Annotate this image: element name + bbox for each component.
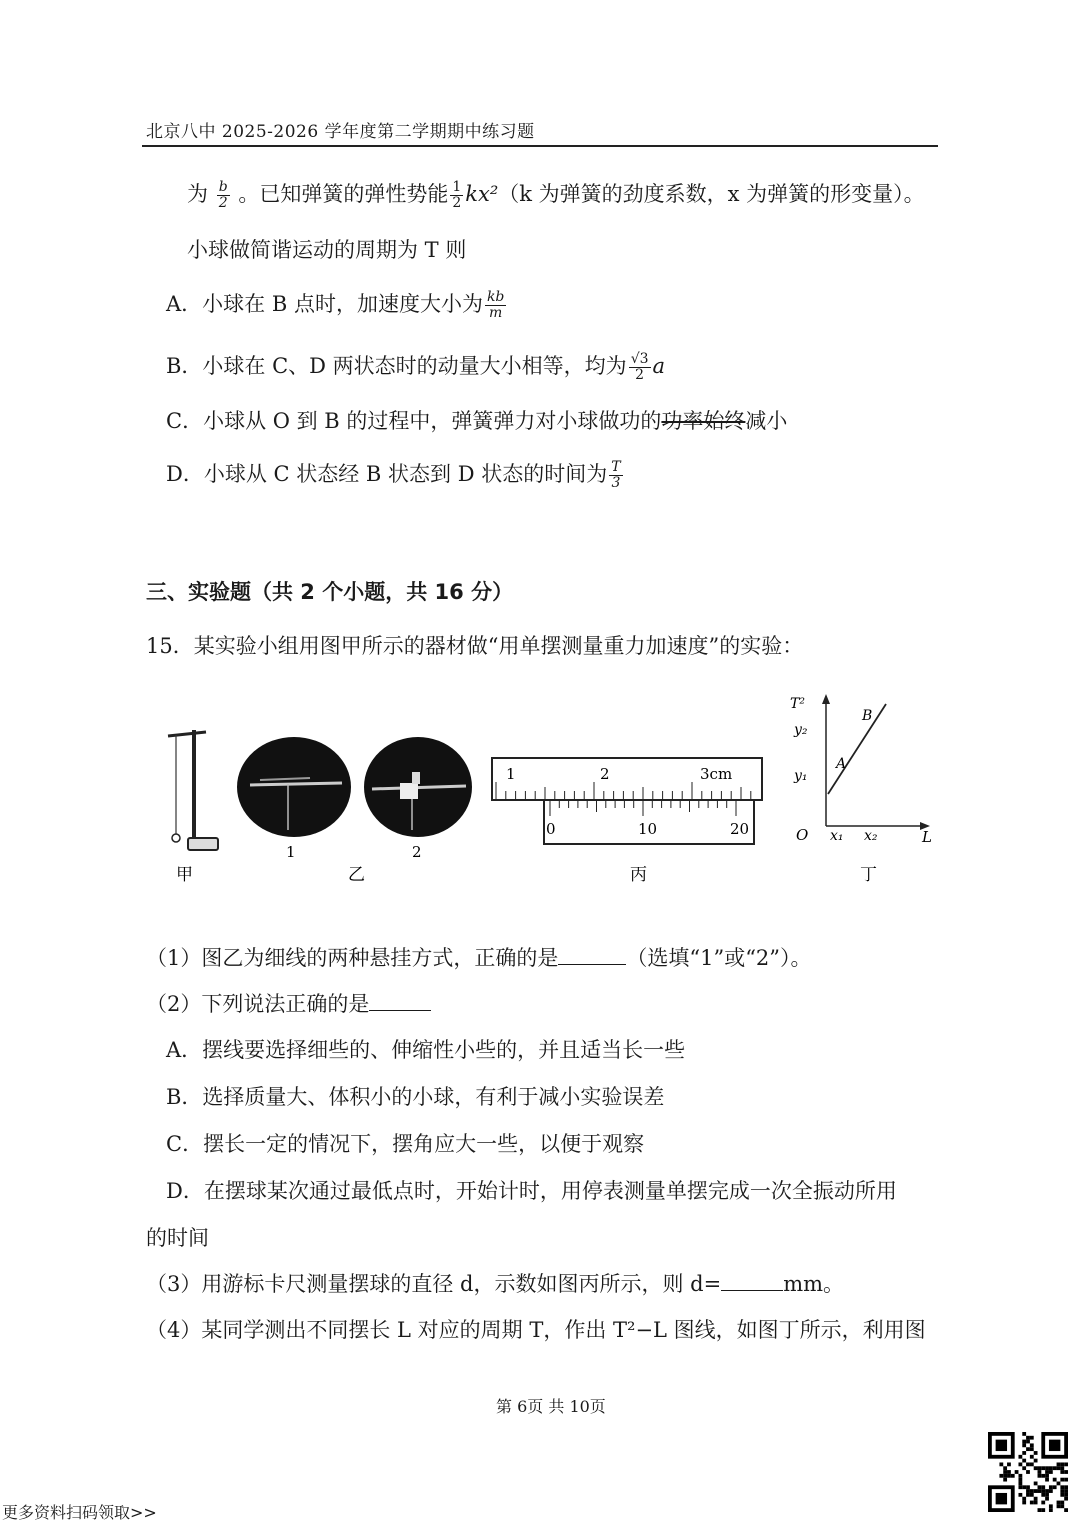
q14-line2: 小球做简谐运动的周期为 T 则 [187, 238, 467, 262]
q14-l1-mid: 。已知弹簧的弹性势能 [238, 182, 449, 206]
graph-point-b: B [862, 708, 873, 724]
answer-blank-2[interactable] [369, 992, 431, 1011]
q15-part3: （3）用游标卡尺测量摆球的直径 d，示数如图丙所示，则 d= mm。 [146, 1272, 845, 1296]
q14-option-b: B．小球在 C、D 两状态时的动量大小相等，均为 $\frac{√3}{2}$ a [166, 351, 666, 383]
frac-kb-over-m: $\frac{kb}{m}$ [486, 289, 505, 321]
experiment-figures [150, 690, 950, 900]
t-squared-vs-l-graph [790, 694, 932, 885]
vernier-label-20: 20 [730, 820, 750, 838]
struck-text: 功率始终 [661, 409, 746, 433]
graph-y-axis-label: T² [790, 696, 805, 712]
graph-y1-label: y₁ [794, 768, 808, 784]
q15-part1: （1）图乙为细线的两种悬挂方式，正确的是 （选填“1”或“2”）。 [146, 946, 812, 970]
q14-line1 [187, 178, 925, 211]
q14-l1-pre: 为 [187, 182, 208, 206]
main-tick-label-3cm: 3cm [700, 765, 733, 783]
q15-stem: 15．某实验小组用图甲所示的器材做“用单摆测量重力加速度”的实验： [146, 634, 804, 658]
fig-label-ding: 丁 [860, 865, 877, 885]
suspension-photos-figure [237, 737, 472, 885]
graph-point-a: A [836, 756, 847, 772]
q15-part4: （4）某同学测出不同摆长 L 对应的周期 T，作出 T²−L 图线，如图丁所示，利用图 [146, 1318, 926, 1342]
q15-part2-option-d: D．在摆球某次通过最低点时，开始计时，用停表测量单摆完成一次全振动所用 [166, 1179, 897, 1203]
vernier-label-0: 0 [546, 820, 556, 838]
q15-part2: （2）下列说法正确的是 [146, 988, 431, 1018]
main-tick-label-2: 2 [600, 765, 610, 783]
q14-option-d: D．小球从 C 状态经 B 状态到 D 状态的时间为 $\frac{T}{3}$ [166, 459, 621, 491]
q14-l1-post: （k 为弹簧的劲度系数，x 为弹簧的形变量）。 [498, 182, 925, 206]
graph-x2-label: x₂ [864, 828, 878, 844]
q14-option-a: A．小球在 B 点时，加速度大小为 $\frac{kb}{m}$ [166, 289, 505, 321]
graph-x-axis-label: L [922, 828, 932, 846]
answer-blank-3[interactable] [721, 1272, 783, 1291]
fig-label-yi-2: 2 [412, 843, 422, 861]
fig-label-bing: 丙 [630, 865, 647, 885]
energy-expression: kx² [465, 182, 499, 206]
q14-option-c: C．小球从 O 到 B 的过程中，弹簧弹力对小球做功的功率始终减小 [166, 409, 788, 433]
q15-part2-option-a: A．摆线要选择细些的、伸缩性小些的，并且适当长一些 [166, 1038, 686, 1062]
section-title: 三、实验题（共 2 个小题，共 16 分） [146, 580, 514, 604]
header-rule [142, 145, 938, 147]
exam-header: 北京八中 2025-2026 学年度第二学期期中练习题 [146, 122, 535, 142]
graph-x1-label: x₁ [830, 828, 844, 844]
answer-blank-1[interactable] [558, 946, 626, 965]
fig-label-yi-1: 1 [286, 843, 296, 861]
q15-part2-option-c: C．摆长一定的情况下，摆角应大一些，以便于观察 [166, 1132, 645, 1156]
frac-one-half: $\frac{1}{2}$ [452, 179, 462, 211]
q15-part2-option-d-cont: 的时间 [146, 1226, 209, 1250]
page-number: 第 6页 共 10页 [496, 1397, 606, 1416]
graph-origin: O [796, 826, 809, 844]
q15-part2-option-b: B．选择质量大、体积小的小球，有利于减小实验误差 [166, 1085, 665, 1109]
frac-t-over-3: $\frac{T}{3}$ [611, 459, 621, 491]
fig-label-yi: 乙 [348, 865, 365, 885]
promo-text[interactable]: 更多资料扫码领取>> [2, 1503, 157, 1522]
fig-label-jia: 甲 [176, 865, 193, 885]
main-tick-label-1: 1 [506, 765, 516, 783]
frac-b-over-2: $\frac{b}{2}$ [218, 179, 228, 211]
frac-sqrt3-over-2: $\frac{√3}{2}$ [630, 351, 649, 383]
graph-y2-label: y₂ [794, 722, 808, 738]
pendulum-stand-figure [168, 730, 218, 885]
vernier-caliper-figure [492, 758, 762, 885]
qr-code-icon[interactable] [988, 1432, 1068, 1512]
vernier-label-10: 10 [638, 820, 658, 838]
